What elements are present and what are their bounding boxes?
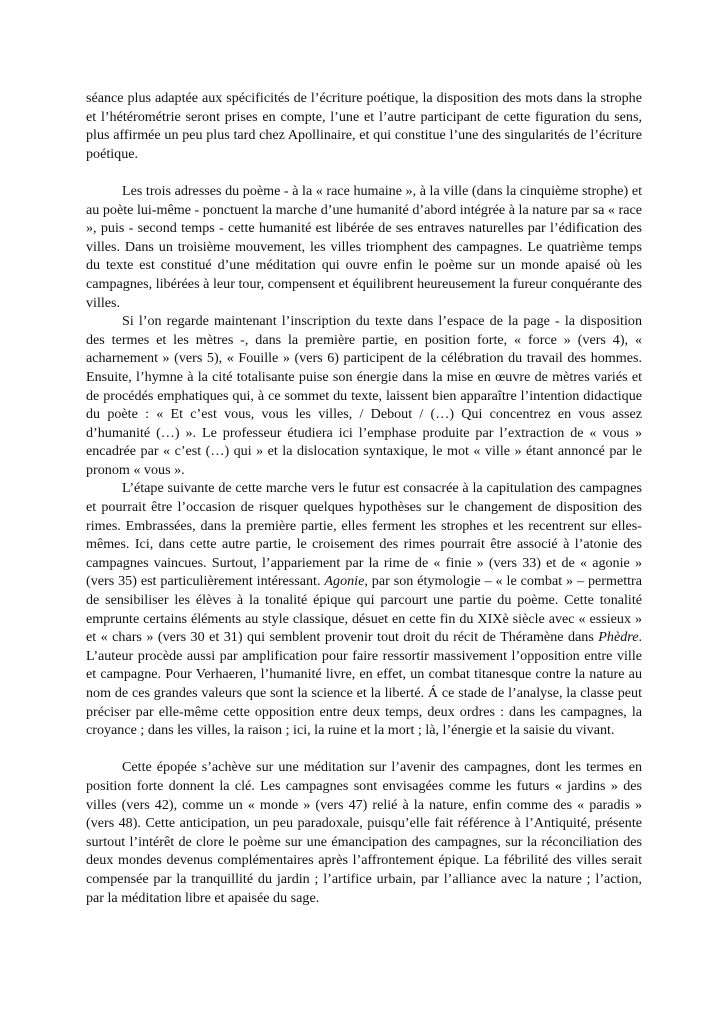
paragraph-4-text-middle: , par son étymologie – « le combat » – permettra de sensibiliser les élèves à la tonalité épique qui parcourt une partie du poème. Cette tonalité emprunte certains éléments au style classique, désuet en cette fin du XIXè siècle avec « essieux » et « chars » (vers 30 et 31) qui semblent provenir tout droit du récit de Théramène dans [86, 573, 642, 646]
paragraph-4-text-before: L’étape suivante de cette marche vers le futur est consacrée à la capitulation des campagnes et pourrait être l’occasion de risquer quelques hypothèses sur le changement de disposition des rimes. Embrassées, dans la première partie, elles ferment les strophes et les recentrent sur elles-mêmes. Ici, dans cette autre partie, le croisement des rimes pourrait être associé à l’atonie des campagnes vaincues. Surtout, l’appariement par la rime de « finie » (vers 33) et de « agonie » (vers 35) est particulièrement intéressant. [86, 480, 642, 590]
paragraph-5: Cette épopée s’achève sur une méditation sur l’avenir des campagnes, dont les termes en position forte donnent la clé. Les campagnes sont envisagées comme les futurs « jardins » des villes (vers 42), comme un « monde » (vers 47) relié à la nature, enfin comme des « paradis » (vers 48). Cette anticipation, un peu paradoxale, puisqu’elle fait référence à l’Antiquité, présente surtout l’intérêt de clore le poème sur une émancipation des campagnes, sur la réconciliation des deux mondes devenus complémentaires après l’affrontement épique. La fébrilité des villes serait compensée par la tranquillité du jardin ; l’artifice urbain, par l’alliance avec la nature ; l’action, par la méditation libre et apaisée du sage. [86, 759, 642, 906]
paragraph-2: Les trois adresses du poème - à la « race humaine », à la ville (dans la cinquième strophe) et au poète lui-même - ponctuent la marche d’une humanité d’abord intégrée à la nature par sa « race », puis - second temps - cette humanité est libérée de ses entraves naturelles par l’édification des villes. Dans un troisième mouvement, les villes triomphent des campagnes. Le quatrième temps du texte est constitué d’une méditation qui ouvre enfin le poème sur un monde apaisé où les campagnes, libérées à leur tour, compensent et équilibrent heureusement la fureur conquérante des villes. [86, 182, 642, 311]
paragraph-1: séance plus adaptée aux spécificités de l’écriture poétique, la disposition des mots dans la strophe et l’hétérométrie seront prises en compte, l’une et l’autre participant de cette figuration du sens, plus affirmée un peu plus tard chez Apollinaire, et qui constitue l’une des singularités de l’écriture poétique. [86, 90, 642, 162]
document-page [86, 89, 642, 907]
paragraph-4 [86, 479, 642, 739]
paragraph-3: Si l’on regarde maintenant l’inscription du texte dans l’espace de la page - la disposition des termes et les mètres -, dans la première partie, en position forte, « force » (vers 4), « acharnement » (vers 5), « Fouille » (vers 6) participent de la célébration du travail des hommes. Ensuite, l’hymne à la cité totalisante puise son énergie dans la mise en œuvre de mètres variés et de procédés emphatiques qui, à ce sommet du texte, laissent bien apparaître l’intention didactique du poète : « Et c’est vous, vous les villes, / Debout / (…) Qui concentrez en vous assez d’humanité (…) ». Le professeur étudiera ici l’emphase produite par l’extraction de « vous » encadrée par « c’est (…) qui » et la dislocation syntaxique, le mot « ville » étant annoncé par le pronom « vous ». [86, 313, 642, 478]
paragraph-4-text-after: . L’auteur procède aussi par amplification pour faire ressortir massivement l’opposition entre ville et campagne. Pour Verhaeren, l’humanité livre, en effet, un combat titanesque contre la nature au nom de ces grandes valeurs que sont la science et la liberté. Á ce stade de l’analyse, la classe peut préciser par elle-même cette opposition entre deux temps, deux ordres : dans les campagnes, la croyance ; dans les villes, la raison ; ici, la ruine et la mort ; là, l’énergie et la saisie du vivant. [86, 629, 643, 739]
paragraph-4-italic-agonie: Agonie [324, 573, 365, 590]
paragraph-4-italic-phedre: Phèdre [598, 629, 639, 646]
